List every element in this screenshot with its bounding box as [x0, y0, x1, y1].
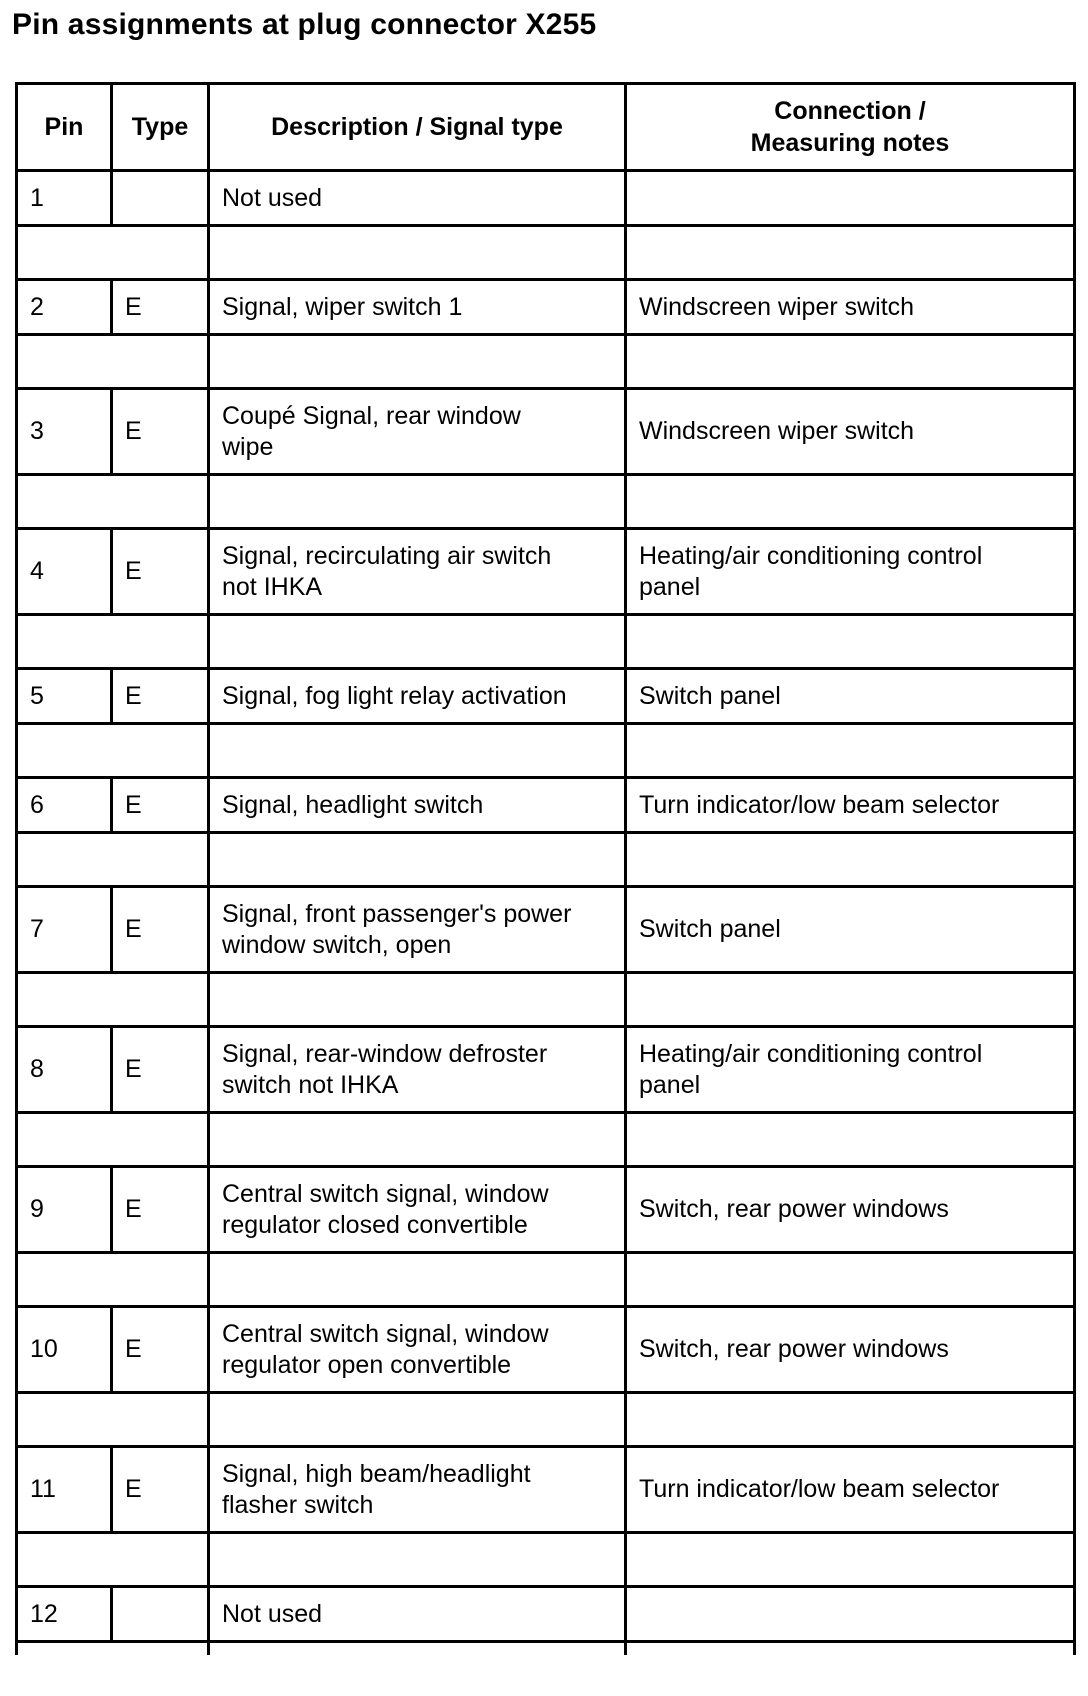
spacer-row	[17, 615, 1075, 669]
type-cell: E	[112, 389, 209, 475]
type-cell: E	[112, 1167, 209, 1253]
header-connection-line1: Connection /	[774, 97, 926, 125]
description-cell	[209, 1447, 626, 1533]
pin-cell: 5	[17, 669, 112, 724]
pin-cell: 10	[17, 1307, 112, 1393]
type-cell: E	[112, 280, 209, 335]
connection-cell: Switch, rear power windows	[626, 1307, 1075, 1393]
connection-cell: Windscreen wiper switch	[626, 280, 1075, 335]
description-cell: Signal, headlight switch	[209, 778, 626, 833]
table-row	[17, 1587, 1075, 1642]
description-cell	[209, 887, 626, 973]
connection-cell: Turn indicator/low beam selector	[626, 1447, 1075, 1533]
connection-line2: panel	[639, 1070, 701, 1099]
spacer-row	[17, 1533, 1075, 1587]
description-cell: Not used	[209, 171, 626, 226]
pin-cell: 2	[17, 280, 112, 335]
header-connection-line2: Measuring notes	[750, 129, 950, 157]
description-line1: Central switch signal, window	[222, 1319, 549, 1348]
description-line2: regulator closed convertible	[222, 1210, 528, 1239]
description-cell: Signal, fog light relay activation	[209, 669, 626, 724]
header-pin: Pin	[17, 84, 112, 171]
description-cell	[209, 1027, 626, 1113]
description-line1: Central switch signal, window	[222, 1179, 549, 1208]
connection-cell	[626, 171, 1075, 226]
description-line2: switch not IHKA	[222, 1070, 399, 1099]
connection-line1: Heating/air conditioning control	[639, 541, 983, 570]
connection-cell: Windscreen wiper switch	[626, 389, 1075, 475]
description-line2: flasher switch	[222, 1490, 374, 1519]
pin-cell: 1	[17, 171, 112, 226]
connection-cell	[626, 529, 1075, 615]
description-line1: Signal, front passenger's power	[222, 899, 572, 928]
description-cell	[209, 529, 626, 615]
description-line1: Signal, rear-window defroster	[222, 1039, 548, 1068]
header-description: Description / Signal type	[209, 84, 626, 171]
pin-cell: 7	[17, 887, 112, 973]
table-row	[17, 1307, 1075, 1393]
header-type: Type	[112, 84, 209, 171]
spacer-row	[17, 335, 1075, 389]
description-line2: window switch, open	[222, 930, 452, 959]
table-row	[17, 1167, 1075, 1253]
table-row	[17, 1447, 1075, 1533]
pin-cell: 8	[17, 1027, 112, 1113]
pin-cell: 4	[17, 529, 112, 615]
table-header-row	[17, 84, 1075, 171]
description-line1: Signal, high beam/headlight	[222, 1459, 531, 1488]
spacer-row	[17, 833, 1075, 887]
pin-cell: 9	[17, 1167, 112, 1253]
description-line2: not IHKA	[222, 572, 323, 601]
description-line1: Coupé Signal, rear window	[222, 401, 521, 430]
connection-cell: Switch, rear power windows	[626, 1167, 1075, 1253]
description-line2: wipe	[222, 432, 274, 461]
table-row	[17, 529, 1075, 615]
description-cell	[209, 389, 626, 475]
spacer-row	[17, 1253, 1075, 1307]
type-cell: E	[112, 1307, 209, 1393]
type-cell	[112, 1587, 209, 1642]
spacer-row	[17, 1393, 1075, 1447]
type-cell: E	[112, 1027, 209, 1113]
table-row	[17, 778, 1075, 833]
type-cell: E	[112, 1447, 209, 1533]
pin-cell: 3	[17, 389, 112, 475]
description-cell	[209, 1167, 626, 1253]
type-cell: E	[112, 778, 209, 833]
type-cell: E	[112, 669, 209, 724]
type-cell: E	[112, 887, 209, 973]
connection-cell: Switch panel	[626, 887, 1075, 973]
page-title: Pin assignments at plug connector X255	[12, 8, 597, 41]
type-cell: E	[112, 529, 209, 615]
spacer-row	[17, 475, 1075, 529]
spacer-row	[17, 973, 1075, 1027]
connection-line1: Heating/air conditioning control	[639, 1039, 983, 1068]
pin-cell: 11	[17, 1447, 112, 1533]
header-connection	[626, 84, 1075, 171]
table-row	[17, 280, 1075, 335]
description-cell	[209, 1307, 626, 1393]
description-line2: regulator open convertible	[222, 1350, 512, 1379]
connection-cell	[626, 1587, 1075, 1642]
connection-cell: Switch panel	[626, 669, 1075, 724]
type-cell	[112, 171, 209, 226]
table-row	[17, 1027, 1075, 1113]
table-row	[17, 389, 1075, 475]
connection-line2: panel	[639, 572, 701, 601]
spacer-row	[17, 226, 1075, 280]
pin-cell: 6	[17, 778, 112, 833]
connection-cell	[626, 1027, 1075, 1113]
table-row	[17, 887, 1075, 973]
pin-assignment-table	[15, 82, 1076, 1655]
table-row	[17, 171, 1075, 226]
table-row	[17, 669, 1075, 724]
spacer-row	[17, 724, 1075, 778]
description-cell: Not used	[209, 1587, 626, 1642]
spacer-row	[17, 1642, 1075, 1656]
connection-cell: Turn indicator/low beam selector	[626, 778, 1075, 833]
description-line1: Signal, recirculating air switch	[222, 541, 552, 570]
description-cell: Signal, wiper switch 1	[209, 280, 626, 335]
pin-cell: 12	[17, 1587, 112, 1642]
spacer-row	[17, 1113, 1075, 1167]
